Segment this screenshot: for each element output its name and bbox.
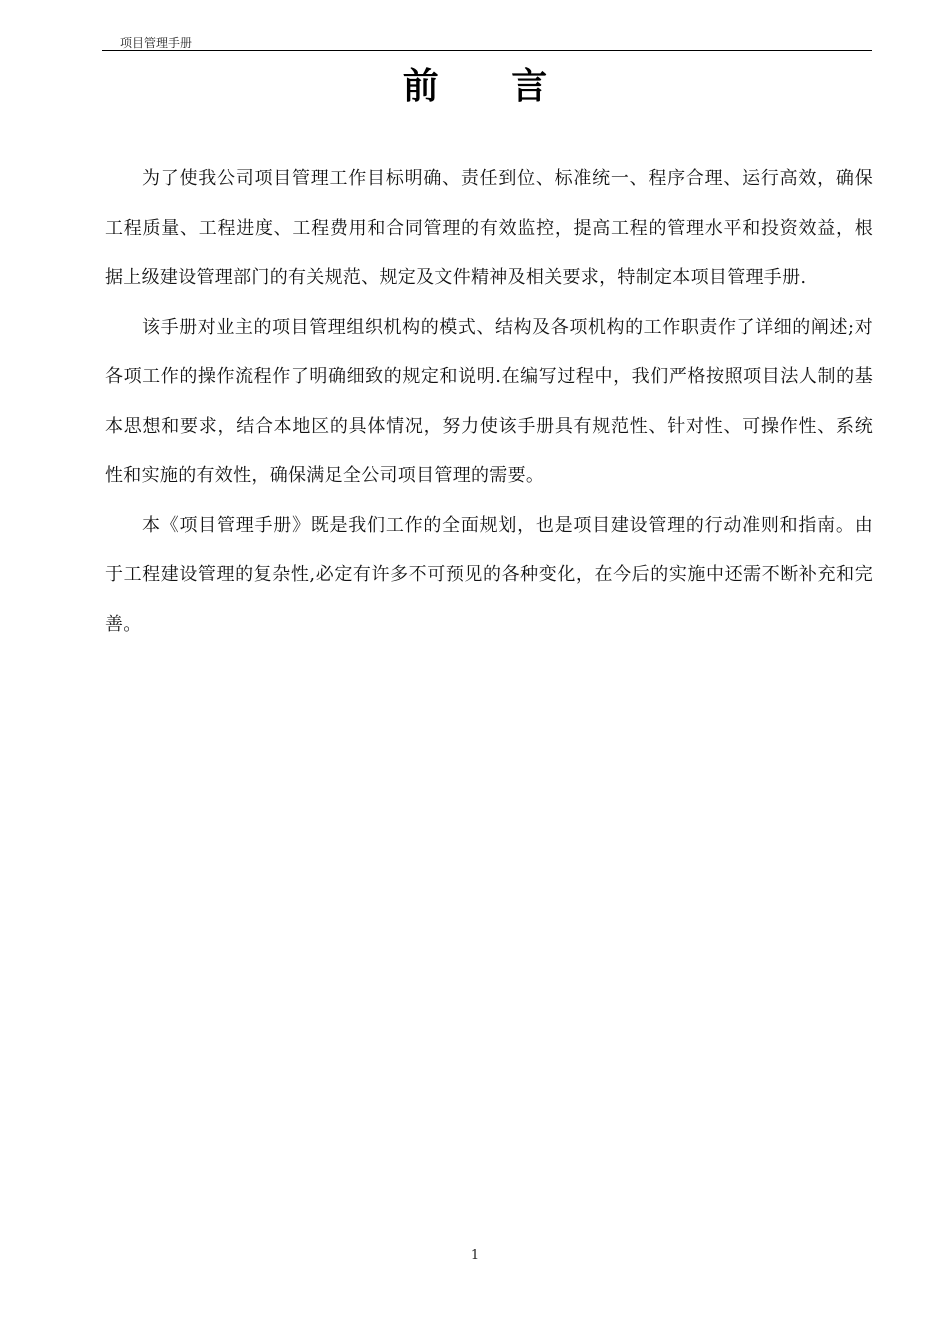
paragraph-1: 为了使我公司项目管理工作目标明确、责任到位、标准统一、程序合理、运行高效，确保工程质量、工程进度、工程费用和合同管理的有效监控，提高工程的管理水平和投资效益，根据上级建设管理部门的有关规范、规定及文件精神及相关要求，特制定本项目管理手册. — [105, 168, 873, 288]
body-text — [105, 154, 873, 649]
running-header: 项目管理手册 — [120, 36, 193, 50]
page-number: 1 — [470, 1248, 480, 1263]
header-divider — [102, 50, 872, 51]
page-title: 前 言 — [402, 66, 578, 107]
paragraph-2: 该手册对业主的项目管理组织机构的模式、结构及各项机构的工作职责作了详细的阐述;对各项工作的操作流程作了明确细致的规定和说明.在编写过程中，我们严格按照项目法人制的基本思想和要求，结合本地区的具体情况，努力使该手册具有规范性、针对性、可操作性、系统性和实施的有效性，确保满足全公司项目管理的需要。 — [105, 316, 873, 486]
paragraph-3: 本《项目管理手册》既是我们工作的全面规划，也是项目建设管理的行动准则和指南。由于工程建设管理的复杂性,必定有许多不可预见的各种变化，在今后的实施中还需不断补充和完善。 — [105, 514, 873, 635]
